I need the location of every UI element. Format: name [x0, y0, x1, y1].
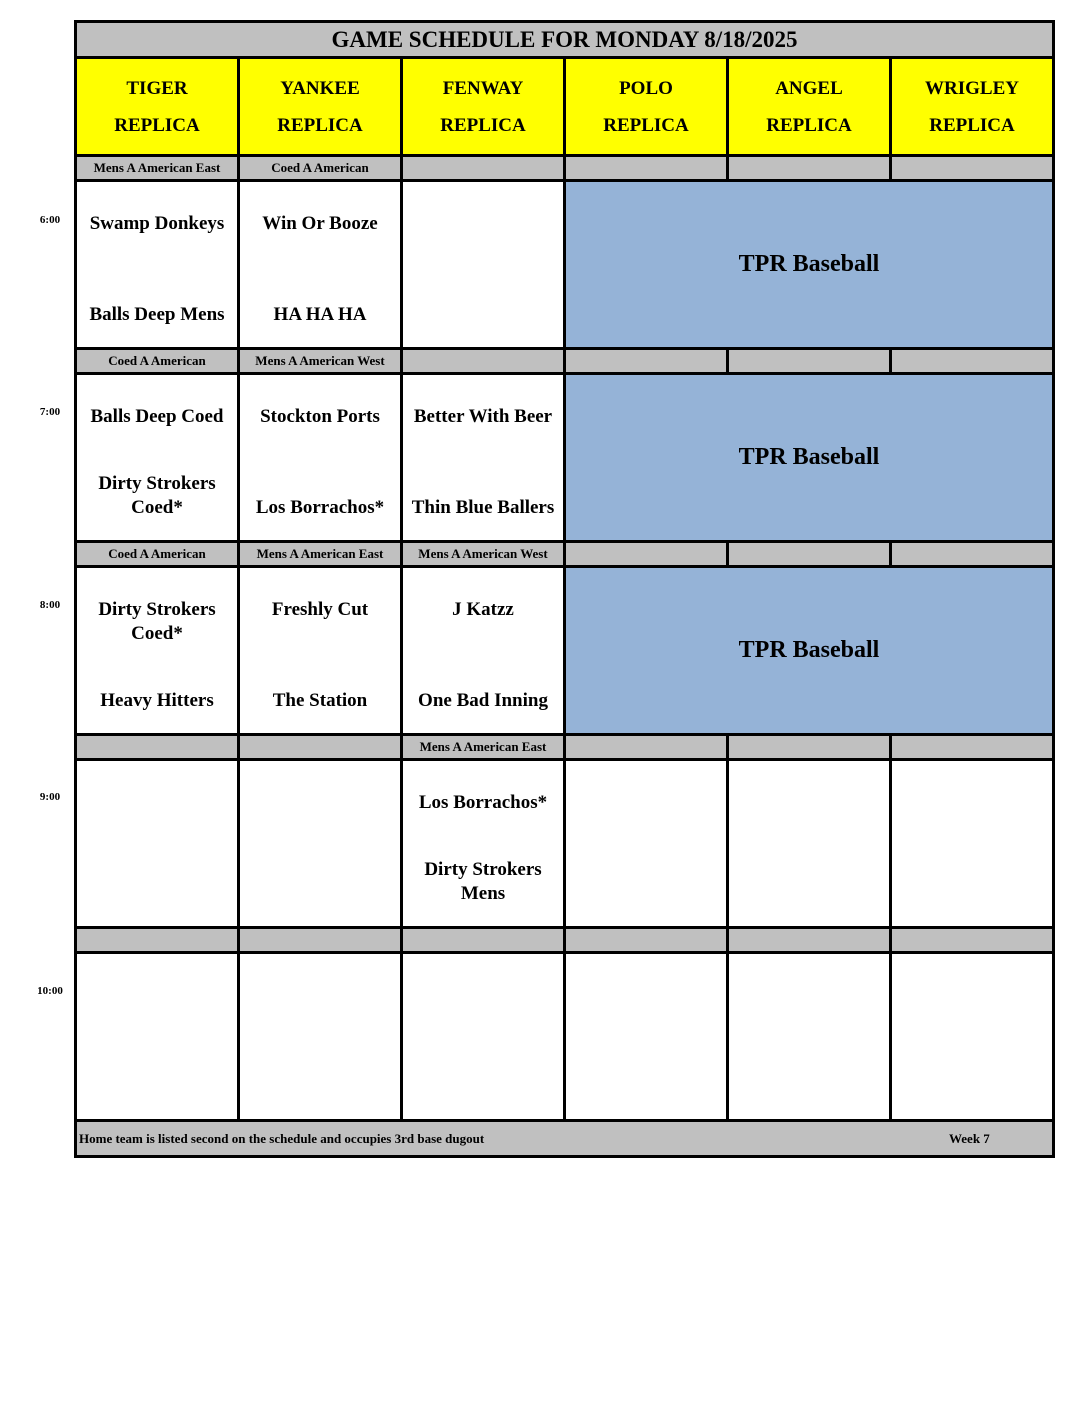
game-cell	[77, 568, 240, 733]
time-label-9: 9:00	[39, 791, 61, 803]
division-label	[729, 543, 892, 565]
field-header-angel	[729, 59, 892, 154]
division-row	[77, 350, 1052, 375]
division-label	[729, 736, 892, 758]
field-sub: REPLICA	[114, 114, 200, 136]
field-name: TIGER	[126, 77, 188, 99]
game-row	[77, 568, 1052, 736]
field-name: YANKEE	[280, 77, 360, 99]
field-header-polo	[566, 59, 729, 154]
away-team: Los Borrachos*	[418, 792, 548, 813]
field-name: WRIGLEY	[925, 77, 1019, 99]
game-cell	[77, 761, 240, 926]
game-cell	[77, 954, 240, 1119]
away-team: Better With Beer	[413, 406, 553, 427]
field-sub: REPLICA	[929, 114, 1015, 136]
division-label	[892, 157, 1052, 179]
division-label: Mens A American East	[403, 736, 566, 758]
game-cell	[729, 761, 892, 926]
division-label: Mens A American West	[240, 350, 403, 372]
division-label	[566, 929, 729, 951]
time-label-8: 8:00	[39, 599, 61, 611]
division-label	[729, 350, 892, 372]
division-label	[892, 350, 1052, 372]
field-sub: REPLICA	[603, 114, 689, 136]
game-cell	[403, 954, 566, 1119]
game-cell	[77, 375, 240, 540]
division-label: Coed A American	[240, 157, 403, 179]
game-row	[77, 761, 1052, 929]
division-label: Coed A American	[77, 543, 240, 565]
home-team: HA HA HA	[273, 304, 367, 325]
game-row	[77, 954, 1052, 1122]
division-label	[403, 157, 566, 179]
game-cell	[240, 568, 403, 733]
division-row	[77, 736, 1052, 761]
division-label	[729, 157, 892, 179]
field-header-fenway	[403, 59, 566, 154]
away-team: Stockton Ports	[260, 406, 380, 427]
tpr-baseball-block: TPR Baseball	[566, 375, 1052, 540]
away-team: Swamp Donkeys	[89, 213, 225, 234]
away-team: Dirty Strokers Coed*	[98, 599, 216, 644]
footer-note: Home team is listed second on the schedule and occupies 3rd base dugout	[79, 1130, 485, 1146]
schedule-title: GAME SCHEDULE FOR MONDAY 8/18/2025	[77, 23, 1052, 59]
division-label	[566, 543, 729, 565]
division-label	[403, 929, 566, 951]
game-cell	[240, 761, 403, 926]
away-team: J Katzz	[452, 599, 514, 620]
game-cell	[566, 954, 729, 1119]
time-label-10: 10:00	[37, 985, 63, 997]
division-label: Mens A American East	[77, 157, 240, 179]
division-label: Mens A American West	[403, 543, 566, 565]
home-team: Balls Deep Mens	[89, 304, 225, 325]
game-cell	[566, 761, 729, 926]
home-team: One Bad Inning	[418, 690, 548, 711]
division-row	[77, 543, 1052, 568]
division-label	[566, 350, 729, 372]
division-label: Mens A American East	[240, 543, 403, 565]
game-cell	[240, 375, 403, 540]
game-cell	[729, 954, 892, 1119]
division-row	[77, 929, 1052, 954]
game-row	[77, 375, 1052, 543]
division-label	[892, 929, 1052, 951]
field-sub: REPLICA	[766, 114, 852, 136]
time-label-7: 7:00	[39, 406, 61, 418]
game-row	[77, 182, 1052, 350]
field-header-tiger	[77, 59, 240, 154]
game-cell	[403, 761, 566, 926]
time-label-6: 6:00	[39, 214, 61, 226]
division-label	[240, 929, 403, 951]
division-row	[77, 157, 1052, 182]
field-name: ANGEL	[775, 77, 843, 99]
home-team: Dirty Strokers Mens	[424, 859, 542, 904]
division-label	[892, 543, 1052, 565]
tpr-baseball-block: TPR Baseball	[566, 182, 1052, 347]
game-cell	[240, 954, 403, 1119]
home-team: Dirty Strokers Coed*	[98, 473, 216, 518]
schedule-table	[74, 20, 1055, 1158]
home-team: Thin Blue Ballers	[411, 497, 555, 518]
home-team: Los Borrachos*	[255, 497, 385, 518]
game-cell	[403, 568, 566, 733]
tpr-baseball-block: TPR Baseball	[566, 568, 1052, 733]
footer-bar	[77, 1122, 1052, 1155]
game-cell	[77, 182, 240, 347]
away-team: Balls Deep Coed	[90, 406, 224, 427]
game-cell	[403, 182, 566, 347]
division-label	[77, 929, 240, 951]
game-cell	[892, 954, 1052, 1119]
field-name: POLO	[619, 77, 673, 99]
field-sub: REPLICA	[440, 114, 526, 136]
game-cell	[892, 761, 1052, 926]
home-team: The Station	[272, 690, 368, 711]
division-label	[729, 929, 892, 951]
field-sub: REPLICA	[277, 114, 363, 136]
division-label: Coed A American	[77, 350, 240, 372]
field-header-row	[77, 59, 1052, 157]
division-label	[403, 350, 566, 372]
game-cell	[403, 375, 566, 540]
week-label: Week 7	[949, 1130, 990, 1146]
game-cell	[240, 182, 403, 347]
field-header-yankee	[240, 59, 403, 154]
division-label	[77, 736, 240, 758]
home-team: Heavy Hitters	[100, 690, 214, 711]
division-label	[566, 157, 729, 179]
field-name: FENWAY	[442, 77, 524, 99]
away-team: Freshly Cut	[271, 599, 369, 620]
division-label	[240, 736, 403, 758]
division-label	[566, 736, 729, 758]
away-team: Win Or Booze	[262, 213, 378, 234]
division-label	[892, 736, 1052, 758]
field-header-wrigley	[892, 59, 1052, 154]
